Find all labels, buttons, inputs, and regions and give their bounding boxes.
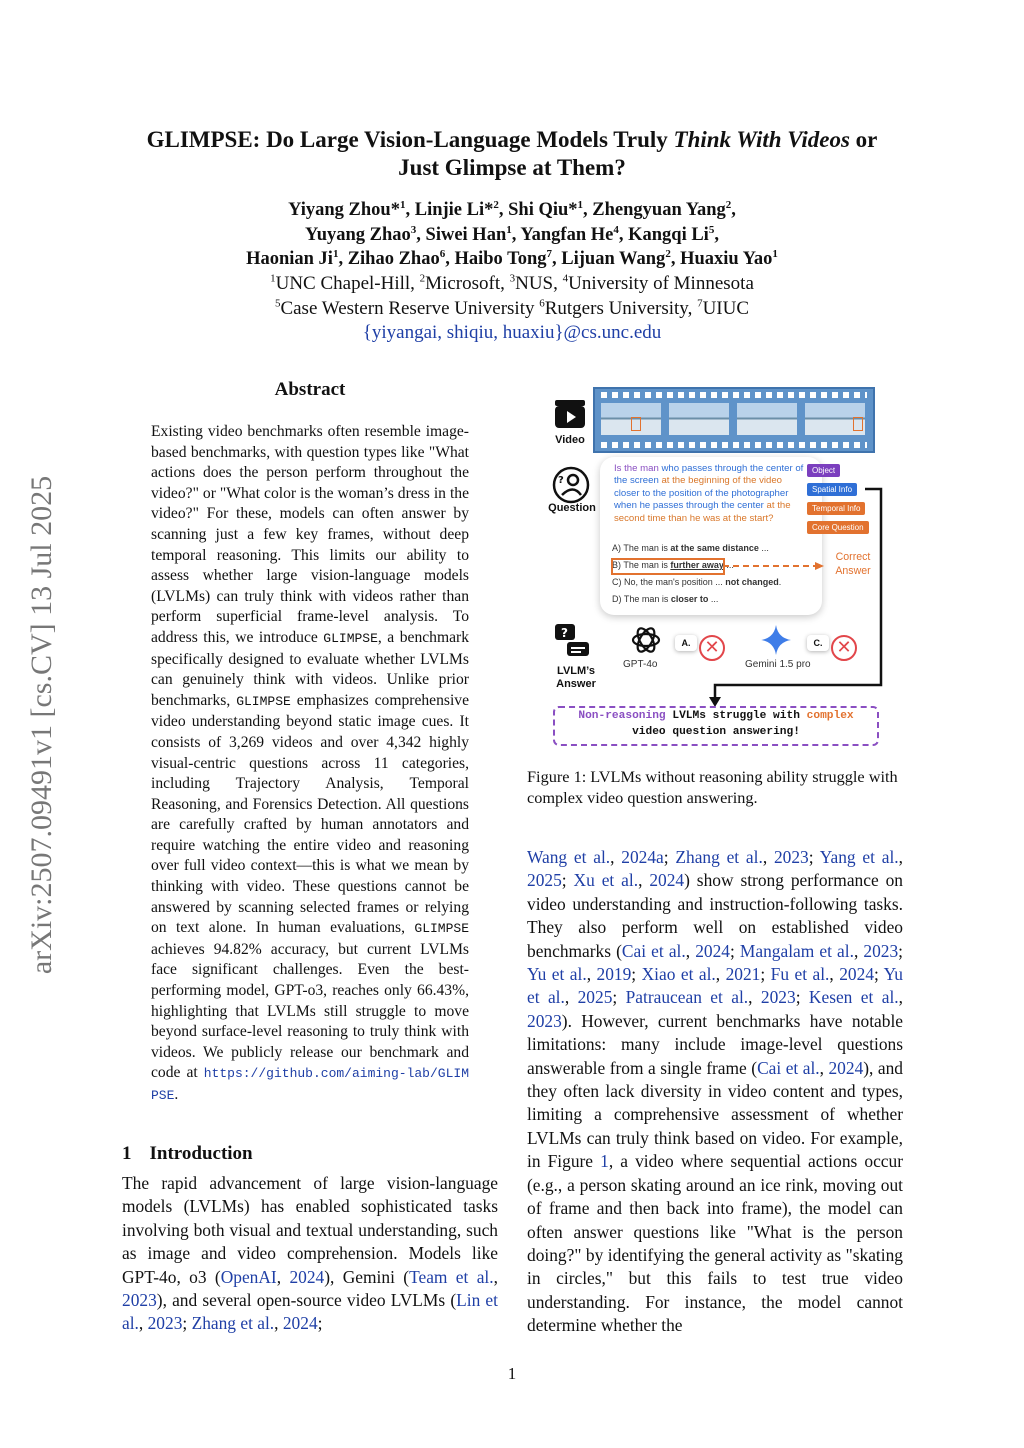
benchmark-name: GLIMPSE: [236, 693, 291, 709]
conclusion-span: complex: [806, 710, 854, 722]
citation-link[interactable]: 2024: [839, 964, 875, 985]
citation-link[interactable]: 2023: [863, 940, 899, 961]
tag-temporal: Temporal Info: [807, 502, 865, 515]
affil: UNC Chapel-Hill,: [275, 273, 420, 294]
body-text: ,: [898, 987, 903, 1008]
conclusion-span: LVLMs struggle with: [665, 710, 807, 722]
author-sup: 1: [399, 198, 406, 211]
option-text: .: [778, 577, 782, 587]
affil-sup: 6: [539, 297, 545, 310]
author-sup: 1: [772, 247, 778, 260]
citation-link[interactable]: Xu et al.: [573, 870, 639, 891]
body-text: ;: [874, 964, 884, 985]
option-text: B) The man is: [612, 560, 671, 570]
author-sup: 1: [332, 247, 339, 260]
option-bold: further away: [670, 560, 724, 570]
tag-spatial: Spatial Info: [807, 483, 857, 496]
citation-link[interactable]: Kesen et al.: [808, 987, 899, 1008]
abstract-body: [151, 422, 469, 1107]
body-text: ,: [819, 1057, 829, 1078]
citation-link[interactable]: 2023: [147, 1313, 183, 1334]
body-text: ;: [898, 940, 904, 961]
intro-paragraph: [122, 1172, 498, 1336]
section-heading: [122, 1143, 253, 1165]
option-text: C) No, the man's position ...: [612, 577, 726, 587]
option-text: ...: [723, 560, 734, 570]
body-text: ;: [182, 1313, 192, 1334]
author-sep: ,: [511, 224, 521, 245]
citation-link[interactable]: Zhang et al.: [675, 847, 763, 867]
author-sup: 2: [665, 247, 671, 260]
option-bold: closer to: [670, 594, 709, 604]
affil: Rutgers University,: [544, 297, 698, 319]
affil-sup: 1: [270, 272, 276, 285]
author-sup: 2: [725, 198, 732, 211]
citation-link[interactable]: Zhang et al.: [191, 1313, 275, 1334]
author-name: Yangfan He: [520, 224, 614, 245]
author-sup: 1: [577, 198, 584, 211]
conclusion-text: [553, 709, 879, 740]
paper-title: [100, 126, 924, 182]
body-text: ,: [638, 870, 650, 891]
model-gemini-label: Gemini 1.5 pro: [745, 659, 811, 670]
question-span: at the beginning of the video: [661, 475, 783, 487]
affiliations: [100, 272, 924, 346]
author-name: Haonian Ji: [246, 249, 333, 269]
author-sup: 3: [410, 223, 417, 236]
citation-link[interactable]: Xiao et al.: [641, 964, 716, 985]
citation-link[interactable]: 2024a: [621, 847, 664, 867]
body-text: ) show strong performance on video understanding and instruction-following tasks. They also perform well on established video benchmarks (: [527, 870, 903, 961]
author-name: Linjie Li*: [414, 200, 494, 220]
citation-link[interactable]: 2024: [649, 870, 685, 891]
question-span: than he was at the start?: [668, 512, 774, 524]
affil-sup: 3: [509, 272, 516, 285]
affil-sup: 7: [697, 297, 703, 310]
body-text: ;: [561, 870, 574, 891]
citation-link[interactable]: Fu et al.: [770, 964, 830, 985]
correct-text: Answer: [835, 565, 871, 577]
author-sep: ,: [618, 224, 629, 245]
author-sup: 1: [506, 223, 512, 236]
figure-ref-link[interactable]: 1: [600, 1151, 609, 1172]
tag-object: Object: [807, 464, 840, 477]
option-text: D) The man is: [612, 594, 671, 604]
body-text: ,: [138, 1313, 148, 1334]
author-name: Kangqi Li: [628, 224, 709, 245]
figure-1: [545, 385, 905, 755]
wrong-answer-icon: ✕: [699, 635, 725, 661]
conclusion-span: video question answering!: [632, 725, 800, 738]
author-name: Zhengyuan Yang: [592, 200, 726, 220]
citation-link[interactable]: Yu et al.: [527, 964, 903, 1008]
body-text: ,: [829, 964, 840, 985]
author-sep: ,: [714, 224, 719, 245]
title-emphasis: Think With Videos: [673, 127, 850, 152]
body-text: , a video where sequential actions occur (e.g., a person skating around an ice rink, moving out of frame and then back into frame), the model can often answer questions like "What is the person doing?" by identifying the general activity as "skating in circles," but this fails to test true video understanding. For instance, the model cannot determine whether the: [527, 1151, 903, 1336]
figure-caption: Figure 1: LVLMs without reasoning ability struggle with complex video question answering.: [527, 767, 898, 807]
body-text: ,: [493, 1266, 498, 1287]
body-text: ), and they often lack diversity in video content and types, limiting a comprehensive assessment of whether LVLMs can truly think based on video. For example, in Figure: [527, 1057, 904, 1172]
author-sep: ,: [445, 249, 455, 269]
option-text: A) The man is: [612, 543, 671, 553]
author-name: Haibo Tong: [454, 249, 547, 269]
body-text: ;: [795, 987, 809, 1008]
body-text: ;: [760, 964, 771, 985]
abstract-text: achieves 94.82% accuracy, but current LVLMs face significant challenges. Even the best-performing model, GPT-o3, reaches only 66.43%, highlighting that LVLMs still struggle to move beyond surface-level reasoning to truly think with videos. We publicly release our benchmark and code at: [151, 940, 469, 1082]
body-text: ,: [564, 987, 578, 1008]
citation-link[interactable]: Mangalam et al.: [739, 940, 854, 961]
author-name: Siwei Han: [425, 224, 507, 245]
affil: Case Western Reserve University: [280, 297, 540, 319]
author-sup: 5: [708, 223, 715, 236]
option-bold: not changed: [725, 577, 779, 587]
svg-text:?: ?: [561, 626, 568, 640]
author-name: Zihao Zhao: [347, 249, 440, 269]
email-link[interactable]: {yiyangai, shiqiu, huaxiu}@cs.unc.edu: [362, 322, 662, 343]
body-text: ;: [663, 847, 676, 867]
body-text: ,: [748, 987, 761, 1008]
lvlm-answer-label: [545, 665, 607, 691]
body-text: ;: [612, 987, 626, 1008]
section-number: 1: [122, 1143, 132, 1164]
author-sup: 4: [613, 223, 619, 236]
wrong-answer-icon: ✕: [831, 635, 857, 661]
question-label: Question: [548, 502, 596, 514]
body-text: ,: [586, 964, 597, 985]
affil: University of Minnesota: [568, 273, 754, 294]
benchmark-name: GLIMPSE: [323, 630, 378, 646]
author-name: Shi Qiu*: [508, 200, 578, 220]
author-sep: ,: [416, 224, 426, 245]
openai-logo-icon: [629, 623, 663, 657]
affil-sup: 5: [274, 297, 281, 310]
page-number: 1: [507, 1364, 517, 1383]
body-text: The rapid advancement of large vision-language models (LVLMs) has enabled sophisticated tasks involving both visual and textual understanding, such as image and video comprehension. Models like GPT-4o, o3 (: [122, 1173, 498, 1287]
conclusion-span: Non-reasoning: [578, 710, 666, 722]
citation-link[interactable]: Yu et al.: [527, 964, 587, 985]
author-sep: ,: [670, 249, 681, 269]
gemini-answer: C.: [807, 635, 829, 651]
abstract-text: .: [174, 1086, 179, 1103]
citation-link[interactable]: 2023: [760, 987, 796, 1008]
benchmark-name: GLIMPSE: [414, 921, 469, 937]
body-text: ;: [631, 964, 642, 985]
title-text: GLIMPSE: Do Large Vision-Language Models Truly: [146, 127, 674, 152]
citation-link[interactable]: Patraucean et al.: [625, 987, 749, 1008]
body-text: ;: [317, 1313, 323, 1334]
body-text: ,: [762, 847, 774, 867]
citation-link[interactable]: 2024: [282, 1313, 318, 1334]
body-text: ;: [729, 940, 740, 961]
citation-link[interactable]: 2025: [527, 870, 562, 891]
question-span: at the second time: [614, 500, 791, 524]
arxiv-stamp-text: arXiv:2507.09491v1 [cs.CV] 13 Jul 2025: [25, 475, 58, 975]
title-text: or: [849, 127, 878, 152]
abstract-text: , a benchmark specifically designed to evaluate whether LVLMs can genuinely think with videos. Unlike prior benchmarks,: [151, 628, 470, 709]
body-text: ,: [685, 940, 696, 961]
affil: NUS,: [515, 273, 563, 294]
citation-link[interactable]: Team et al.: [409, 1266, 494, 1287]
citation-link[interactable]: 2019: [596, 964, 632, 985]
body-text: ,: [853, 940, 864, 961]
citation-link[interactable]: 2023: [527, 1010, 562, 1031]
author-sep: ,: [583, 200, 593, 220]
citation-link[interactable]: Cai et al.: [757, 1057, 820, 1078]
author-sep: ,: [405, 200, 415, 220]
video-label: Video: [555, 434, 585, 446]
citation-link[interactable]: OpenAI: [220, 1266, 277, 1287]
citation-link[interactable]: Cai et al.: [621, 940, 686, 961]
correct-answer-label: [829, 550, 877, 578]
citation-link[interactable]: 2023: [773, 847, 809, 867]
body-text: ). However, current benchmarks have notable limitations: many include image-level questions answerable from a single frame (: [527, 1010, 903, 1078]
author-sup: 6: [439, 247, 446, 260]
citation-link[interactable]: 2025: [577, 987, 613, 1008]
abstract-text: emphasizes comprehensive video understanding beyond static image cues. It consists of 3,269 videos and over 4,342 highly visual-centric questions across 11 categories, including Trajectory Analysis, Temporal Reasoning, and Forensics Detection. All questions are carefully crafted by human annotators and require watching the entire video and reasoning over full video context—this is what we mean by thinking with video. These questions cannot be answered by scanning selected frames or relying on text alone. In human evaluations,: [151, 691, 469, 937]
author-sup: 2: [493, 198, 499, 211]
right-column-paragraph: [527, 846, 903, 1338]
chat-bubbles-icon: [553, 622, 591, 660]
tag-core: Core Question: [807, 521, 869, 534]
gemini-logo-icon: [759, 623, 793, 657]
correct-text: Correct: [835, 551, 871, 563]
model-gpt4o-label: GPT-4o: [623, 659, 658, 670]
author-list: [100, 198, 924, 272]
citation-link[interactable]: Wang et al.: [527, 847, 611, 867]
author-sep: ,: [552, 249, 562, 269]
question-span: when he passes through the center: [614, 500, 767, 512]
abstract-heading: Abstract: [274, 379, 346, 400]
author-name: Yiyang Zhou*: [288, 200, 400, 220]
author-sep: ,: [731, 200, 736, 220]
answer-label-text: Answer: [556, 678, 596, 690]
affil: Microsoft,: [425, 273, 510, 294]
question-span: closer to the position of the photographer: [614, 487, 789, 499]
body-text: ), Gemini (: [324, 1266, 410, 1287]
section-title: Introduction: [149, 1143, 253, 1164]
svg-text:?: ?: [558, 475, 564, 486]
citation-link[interactable]: Yang et al.: [819, 847, 899, 867]
title-text: Just Glimpse at Them?: [398, 155, 626, 180]
citation-link[interactable]: 2024: [828, 1057, 864, 1078]
option-bold: at the same distance: [670, 543, 759, 553]
body-text: ), and several open-source video LVLMs (: [156, 1290, 457, 1311]
gpt4o-answer: A.: [675, 635, 697, 651]
author-name: Lijuan Wang: [561, 249, 666, 269]
repo-link[interactable]: https://github.com/aiming-lab/GLIMPSE: [151, 1066, 469, 1103]
author-name: Huaxiu Yao: [680, 249, 773, 269]
author-sep: ,: [338, 249, 348, 269]
body-text: ,: [898, 847, 903, 867]
citation-link[interactable]: 2024: [695, 940, 730, 961]
abstract-text: Existing video benchmarks often resemble image-based benchmarks, with question types like "What actions does the person perform throughout the video?" or "What color is the woman’s dress in the video?" For these, models can often answer by scanning just a few key frames, without deep temporal reasoning. This limits our ability to assess whether large vision-language models (LVLMs) can truly think with videos rather than perform superficial frame-level analysis. To address this, we introduce: [151, 423, 469, 646]
author-sep: ,: [498, 200, 509, 220]
body-text: ,: [610, 847, 622, 867]
body-text: ;: [808, 847, 820, 867]
affil-sup: 2: [419, 272, 426, 285]
citation-link[interactable]: 2023: [122, 1290, 157, 1311]
citation-link[interactable]: Lin et al.: [122, 1290, 498, 1334]
option-text: ...: [708, 594, 719, 604]
body-text: ,: [276, 1266, 290, 1287]
citation-link[interactable]: 2024: [289, 1266, 325, 1287]
affil: UIUC: [702, 297, 750, 319]
arxiv-stamp: [22, 430, 62, 1020]
answer-label-text: LVLM’s: [557, 665, 595, 677]
option-text: ...: [758, 543, 769, 553]
question-span: who passes through the center of the screen: [614, 463, 804, 487]
author-sup: 7: [546, 247, 553, 260]
question-span: Is the man: [614, 463, 662, 474]
body-text: ,: [715, 964, 726, 985]
affil-sup: 4: [562, 272, 569, 285]
body-text: ,: [274, 1313, 283, 1334]
author-name: Yuyang Zhao: [305, 224, 411, 245]
citation-link[interactable]: 2021: [725, 964, 761, 985]
